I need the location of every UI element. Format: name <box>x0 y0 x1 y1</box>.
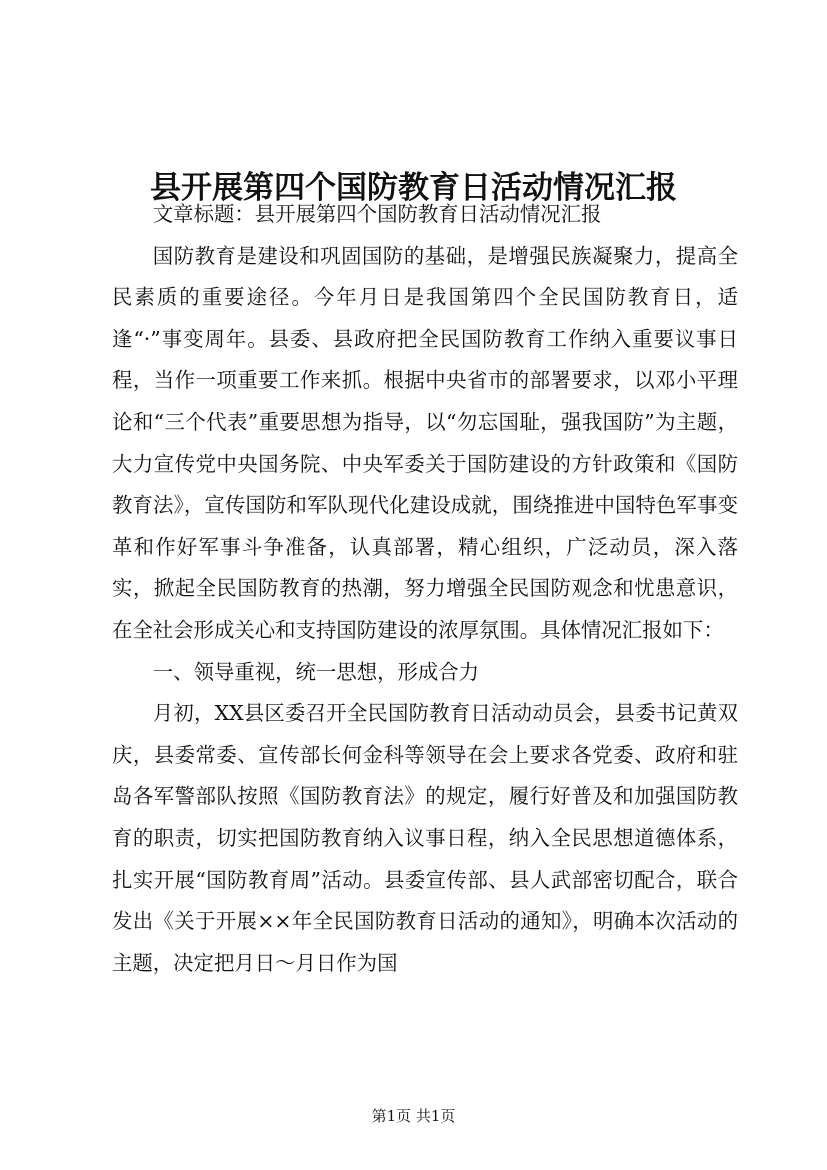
document-title: 县开展第四个国防教育日活动情况汇报 <box>150 169 677 206</box>
intro-paragraph: 国防教育是建设和巩固国防的基础，是增强民族凝聚力，提高全民素质的重要途径。今年月日是我国第四个全民国防教育日，适逢“·”事变周年。县委、县政府把全民国防教育工作纳入重要议事日程，当作一项重要工作来抓。根据中央省市的部署要求，以邓小平理论和“三个代表”重要思想为指导，以“勿忘国耻，强我国防”为主题，大力宣传党中央国务院、中央军委关于国防建设的方针政策和《国防教育法》，宣传国防和军队现代化建设成就，围绕推进中国特色军事变革和作好军事斗争准备，认真部署，精心组织，广泛动员，深入落实，掀起全民国防教育的热潮，努力增强全民国防观念和忧患意识，在全社会形成关心和支持国防建设的浓厚氛围。具体情况汇报如下： <box>112 243 738 642</box>
article-title-line: 文章标题：县开展第四个国防教育日活动情况汇报 <box>152 202 602 226</box>
section-heading: 一、领导重视，统一思想，形成合力 <box>152 659 480 684</box>
body-paragraph: 月初，XX县区委召开全民国防教育日活动动员会，县委书记黄双庆，县委常委、宣传部长何金科等领导在会上要求各党委、政府和驻岛各军警部队按照《国防教育法》的规定，履行好普及和加强国防教育的职责，切实把国防教育纳入议事日程，纳入全民思想道德体系，扎实开展“国防教育周”活动。县委宣传部、县人武部密切配合，联合发出《关于开展××年全民国防教育日活动的通知》，明确本次活动的主题，决定把月日～月日作为国 <box>112 701 738 975</box>
page-footer: 第1页 共1页 <box>371 1107 456 1125</box>
document-body <box>112 194 738 984</box>
